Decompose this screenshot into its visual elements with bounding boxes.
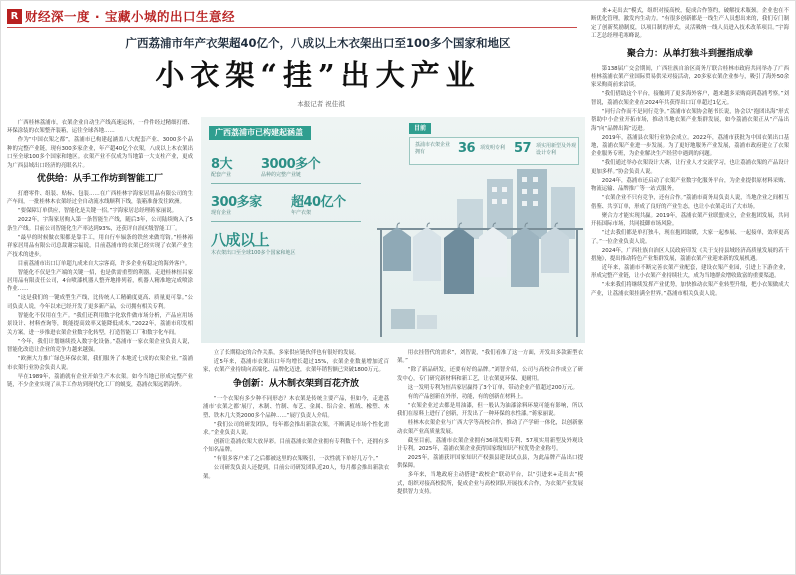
subheading-synergy: 聚合力：从单打独斗到握指成拳 xyxy=(626,48,753,59)
stat-label: 年产衣架 xyxy=(291,210,312,216)
paragraph: “要保障订单供应，智能化是关键一招。”宇海家居总经理蒋家丽说。 xyxy=(17,208,178,215)
paragraph: “我们通过举办衣架设计大赛，让行业人才交流学习，也让荔浦衣架的产品设计更加多样。”协会负责人说。 xyxy=(591,160,789,175)
stat-value: 超40亿个 xyxy=(291,195,346,210)
paragraph: 打磨零件、组装、贴标、包装……在广西桂林宇海家居用品有限公司的生产车间，一批桂林木衣架经过全自动流水线顺利下线，装箱准备发往欧洲。 xyxy=(7,191,193,206)
paragraph: 第138届广交会期间，广西壮族自治区商务厅联合桂林市政府共同举办了广西桂林荔浦衣架产业国际贸易供采对接活动，20多家衣架企业参与，吸引了海外50余家采购商前来洽谈。 xyxy=(591,65,789,89)
package-icon xyxy=(417,315,437,329)
paragraph: “除了新品研发，还要有好的品牌。”刘智介绍，公司与高校合作成立了研发中心，专门研究新材料和新工艺，让衣架更环保、更耐用。 xyxy=(397,367,583,382)
stat-label: 品种的完整产业链 xyxy=(261,172,302,178)
paragraph: 智能化不仅用在生产。“我们还利用数字化软件做市场分析，产品应用场景设计、材料查询等，既能提高效率又能降低成本。”2022年，荔浦市印发相关方案，进一步推进衣架企业数字化转型，打造智能工厂和数字化车间。 xyxy=(7,312,193,336)
stat-value: 36 xyxy=(458,141,476,156)
subheading-innovation: 争创新：从木制衣架到百花齐放 xyxy=(232,378,359,389)
divider xyxy=(211,183,361,184)
stat-export xyxy=(211,229,321,257)
current-tag: 目前 xyxy=(409,123,431,134)
article-headline: 小衣架“挂”出大产业 xyxy=(155,58,481,92)
article-column-1 xyxy=(7,119,193,571)
paragraph: “我们公司的研发团队，每年都会推出新款衣架，不断满足市场个性化需求。”企业负责人说。 xyxy=(203,421,389,437)
paragraph: “衣架企业不只有竞争，还有合作。”荔浦市商务局负责人说，当地企业之间相互借鉴、共享订单，形成了良好的产业生态，也让小衣架走出了大市场。 xyxy=(591,195,789,210)
paragraph: “今年，我们计划继续投入数字化设备。”荔浦市一家衣架企业负责人说，智能化改造让企业的竞争力越来越强。 xyxy=(7,338,193,354)
paragraph: 早在1989年，荔浦就有企业开始生产木衣架。如今当地已形成完整产业链，不少企业实现了从手工作坊到现代化工厂的蜕变，荔浦衣架远销海外。 xyxy=(7,373,193,388)
paragraph: 创新让荔浦衣架大放异彩。目前荔浦衣架企业拥有专利数千个，还拥有多个知名品牌。 xyxy=(203,439,389,454)
paragraph: 聚合力才能实现共赢。2019年，荔浦衣架产业联盟成立，企业抱团发展，共同开拓国际市场，共同抵御市场风险。 xyxy=(591,212,789,228)
stat-value: 八成以上 xyxy=(211,231,270,249)
patent-box xyxy=(409,137,579,165)
section-mark: R xyxy=(7,9,22,24)
paragraph: “未来我们将继续发挥产业优势，加快推动衣架产业转型升级，把小衣架做成大产业，让荔浦衣架挂满全世界。”荔浦市相关负责人说。 xyxy=(591,282,789,297)
paragraph: 2024年，荔浦市还启动了衣架产业数字化服务平台，为企业提供原材料采购、物流运输、品牌推广等一站式服务。 xyxy=(591,177,789,193)
paragraph: “这是我们的一键成型生产线，比传统人工精确度更高、质量更可靠。”公司负责人说，今年以来已经开发了更多新产品，公司拥有相关专利。 xyxy=(7,295,193,310)
stat-value: 57 xyxy=(514,141,532,156)
paragraph: “衣架企业过去都是用油漆，但一般认为油漆涂料环境可能有影响，所以我们在原料上进行了创新，开发出了一种环保的水性漆。”蒋家丽说。 xyxy=(397,402,583,418)
stat-label: 项发明专利 xyxy=(480,145,506,151)
stat-label: 木衣架出口至全球100多个国家和地区 xyxy=(211,250,296,256)
infographic xyxy=(201,117,585,343)
paragraph: 来+走出去”模式，组织对接高校，促成合作签约，破解技术瓶颈。企业也在不断优化管理，激发内生动力。“有很多创新都是一线生产人员想出来的，我们专门制定了创新奖励制度，以项目制的形式，灵活吸纳一线人员进入技术改革项目。”宇海工艺总经理毛寒峰说。 xyxy=(591,8,789,40)
stat-companies xyxy=(211,191,262,217)
paragraph: “有很多客户来了之后都被这里的衣架吸引，一次性就下单好几万个。” xyxy=(213,456,379,463)
paragraph: 2024年，广西壮族自治区人民政府印发《关于支持县域经济高质量发展的若干措施》，提出推动特色产业集群发展，荔浦衣架产业迎来新的发展机遇。 xyxy=(591,247,789,262)
article-column-2 xyxy=(203,349,389,571)
package-icon xyxy=(391,309,415,329)
stat-label: 现有企业 xyxy=(211,210,232,216)
paragraph: “过去我们都是单打独斗，现在抱团取暖，大家一起参展、一起接单，效率更高了。”一位企业负责人说。 xyxy=(591,230,789,245)
section-title: 财经深一度 · 宝藏小城的出口生意经 xyxy=(25,9,235,24)
paragraph: 近年来，荔浦市不断完善衣架产业配套，建设衣架产业园，引进上下游企业，形成完整产业链，让小衣架产业持续壮大，成为当地群众增收致富的重要渠道。 xyxy=(591,264,789,280)
paragraph: 2025年，荔浦获评国家知识产权强县建设试点县，为此品牌产品出口提供保障。 xyxy=(397,455,583,470)
paragraph: 目前荔浦市出口订单超九成来自大宗客商，许多企业有稳定的海外客户。 xyxy=(17,260,191,267)
paragraph: “我们借助这个平台，接触到了更多海外客户，越来越多采购商到荔浦考察。”刘智说，荔浦衣架企业在2024年共获得出口订单超过1亿元。 xyxy=(591,91,789,106)
paragraph: 有的产品创新在外形，功能，有的创新在材料上。 xyxy=(407,393,527,400)
infographic-title: 广西荔浦市已构建起涵盖 xyxy=(209,126,311,140)
paragraph: 智能化不仅是生产端的关键一招，也是供需重塑的利器。走进桂林恒昌家居用品有限责任公司，4台喷漆机器人整齐地排列着，机器人精准地完成喷涂作业…… xyxy=(7,269,193,293)
paragraph: 2022年，宇海家居购入第一条智能生产线，随后3年，公司陆续购入了5条生产线。目前公司智能化生产率达到93%，还获评自治区级智能工厂。 xyxy=(7,217,193,232)
factory-illustration xyxy=(377,169,583,341)
stat-label: 配套产业 xyxy=(211,172,232,178)
paragraph: “一个衣架有多少种不同形态？木衣架是传统主要产品，但如今，走进荔浦市‘衣架之都’展厅，木制、竹制、布艺、金属、铝合金、植绒、橡塑、木塑、铁木几大类2000多个品种……”展厅负责人介绍。 xyxy=(203,395,389,419)
article-byline: 本报记者 祝佳祺 xyxy=(297,100,345,108)
stat-annual-output xyxy=(291,191,346,217)
paragraph: 作为“中国衣架之都”，荔浦市已构建起涵盖八大配套产业、3000多个品种的完整产业链，现有300多家企业，年产超40亿个衣架，八成以上木衣架出口至全球100多个国家和地区。衣架产业不仅成为当地第一大支柱产业，更成为广西县域出口经济的亮眼名片。 xyxy=(7,137,193,169)
paragraph: 近5年来，荔浦市衣架出口年均增长超过15%，衣架企业数量增加近百家，衣架产业持续向高端化、品牌化迈进，衣架年销售额已突破1800万元。 xyxy=(203,359,389,374)
stat-value: 300多家 xyxy=(211,195,262,210)
stat-value: 3000多个 xyxy=(261,157,321,172)
paragraph: 这一发明专利为恒昌家居赢得了3个订单，带动企业产值超过200万元。 xyxy=(407,384,578,391)
paragraph: 多年来，当地政府主动搭建“政校企”联动平台，以“引进来+走出去”模式，组织对接高校院所，促成企业与高校团队开展技术合作，为衣架产业发展提供智力支持。 xyxy=(397,472,583,496)
paragraph: 2019年，荔浦县衣架行业协会成立。2022年，荔浦市获批为中国衣架出口基地，荔浦衣架产业进一步发展。为了更好地服务产业发展，荔浦市政府建立了衣架企业服务专班，为企业解决生产经营中遇到的问题。 xyxy=(591,134,789,158)
section-rule xyxy=(7,27,577,28)
paragraph: 用衣挂替代的需求”，刘智说，“我们看准了这一方面，开发出多款新型衣架。” xyxy=(397,350,583,365)
stat-varieties xyxy=(261,153,320,179)
article-column-3 xyxy=(397,349,583,571)
paragraph: 截至目前，荔浦市衣架企业拥有36项发明专利、57项实用新型及外观设计专利。2025年，荔浦衣架企业获得国家级知识产权优势企业称号。 xyxy=(397,437,583,453)
article-column-4 xyxy=(591,7,789,571)
subheading-supply: 优供给：从手工作坊到智能工厂 xyxy=(36,174,163,185)
paragraph: 广西桂林荔浦市，衣架企业自动生产线高速运转，一件件经过精细打磨、环保涂装的衣架整齐装箱，运往全球各地…… xyxy=(7,120,193,135)
stat-value: 8大 xyxy=(211,157,233,172)
article-subhead: 广西荔浦市年产衣架超40亿个，八成以上木衣架出口至100多个国家和地区 xyxy=(125,36,511,50)
patent-intro: 荔浦市衣架企业拥有 xyxy=(415,142,451,155)
paragraph: 桂林木衣架企业与广西大学等高校合作，推动了产学研一体化，以创新驱动衣架产业高质量发展。 xyxy=(397,420,583,435)
paragraph: “最早的时候做衣架都是靠手工，用自行车辐条的铁丝来做弯钩。”桂林裕祥家居用品有限公司总裁谢宗福说，目前荔浦市的衣架已经实现了衣架产业生产技术的进步。 xyxy=(7,234,193,258)
stat-industries xyxy=(211,153,232,179)
stat-label: 项实用新型及外观设计专利 xyxy=(536,143,577,156)
paragraph: “欧洲大力推广绿色环保衣架，我们服务了本地近七成的衣架企业。”荔浦市衣架行业协会负责人说。 xyxy=(7,356,193,371)
divider xyxy=(211,221,361,222)
section-tag xyxy=(7,7,235,25)
paragraph: 公司研发负责人还提到，目前公司研发团队近20人，每月都会推出新款衣架。 xyxy=(203,465,389,480)
paragraph: 立了长期稳定的合作关系，多家供应链伙伴也有很好的发展。 xyxy=(213,350,360,356)
paragraph: “同行合作而不是同行竞争。”荔浦市衣架协会秘书长说，协会以“抱团出海”形式帮助中小企业开拓市场，推动当地衣架产业集群发展，如今荔浦衣架正从“产品出海”向“品牌出海”迈进。 xyxy=(591,108,789,132)
